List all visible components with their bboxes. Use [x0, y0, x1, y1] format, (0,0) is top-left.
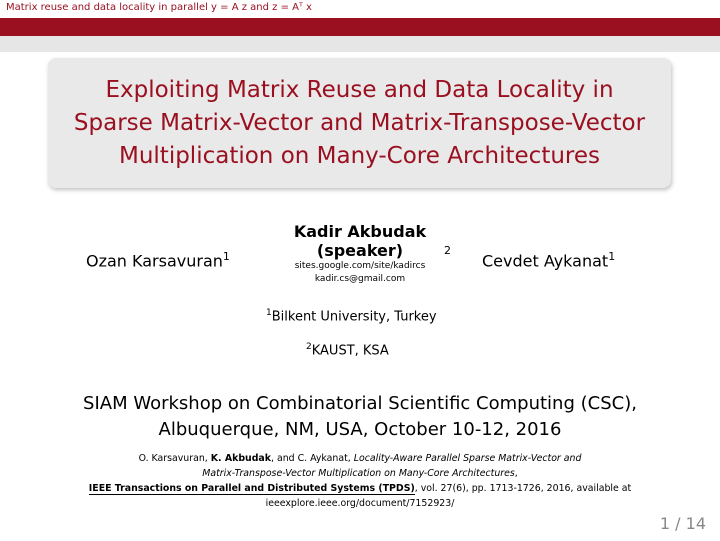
citation-title-part-1: Locality-Aware Parallel Sparse Matrix-Vector and: [353, 453, 582, 464]
citation-url: ieeexplore.ieee.org/document/7152923/: [265, 498, 455, 509]
title-line-3: Multiplication on Many-Core Architectures: [118, 142, 601, 169]
header-accent-bar: [0, 18, 720, 36]
citation-line-1: [52, 451, 668, 466]
citation-line-4: [52, 496, 668, 511]
speaker-email: kadir.cs@gmail.com: [314, 274, 406, 284]
author-affil-mark: 1: [608, 250, 616, 263]
citation-speaker: K. Akbudak: [210, 453, 271, 464]
author-akbudak-speaker: [290, 222, 430, 286]
citation-details: , vol. 27(6), pp. 1713-1726, 2016, available at: [414, 483, 632, 494]
authors: [0, 222, 720, 302]
affiliation-text: Bilkent University, Turkey: [271, 309, 437, 325]
event-line-1: SIAM Workshop on Combinatorial Scientific Computing (CSC),: [83, 393, 637, 414]
citation-journal: IEEE Transactions on Parallel and Distributed Systems (TPDS): [88, 483, 415, 494]
title-box: [48, 58, 671, 188]
author-karsavuran: [86, 250, 230, 270]
running-title: Matrix reuse and data locality in parallel y = A z and z = Aᵀ x: [6, 2, 312, 13]
citation-coauthor: , and C. Aykanat,: [271, 453, 351, 464]
title-line-2: Sparse Matrix-Vector and Matrix-Transpose-Vector: [73, 109, 646, 136]
header-bar: [0, 0, 720, 18]
citation: [52, 451, 668, 511]
author-name: Ozan Karsavuran: [86, 251, 223, 271]
citation-authors: O. Karsavuran,: [138, 453, 208, 464]
speaker-website: sites.google.com/site/kadircs: [294, 261, 426, 271]
event-line-2: Albuquerque, NM, USA, October 10-12, 2016: [158, 419, 562, 440]
citation-line-2: [52, 466, 668, 481]
citation-title-part-2: Matrix-Transpose-Vector Multiplication on Many-Core Architectures: [202, 468, 515, 479]
affiliation-number: 1: [266, 308, 272, 318]
affiliation-number: 2: [306, 342, 312, 352]
author-name: Cevdet Aykanat: [482, 251, 609, 271]
page-number: 1 / 14: [659, 514, 706, 533]
citation-line-3: [52, 481, 668, 496]
event-info: [0, 391, 720, 443]
citation-title-end: ,: [514, 468, 518, 479]
author-aykanat: [482, 250, 615, 270]
affiliation-1: [266, 308, 437, 324]
speaker-affil-mark: 2: [444, 244, 451, 257]
speaker-name: Kadir Akbudak: [293, 222, 427, 241]
affiliation-text: KAUST, KSA: [311, 343, 389, 359]
title-line-1: Exploiting Matrix Reuse and Data Locality in: [105, 76, 614, 103]
header-shadow-strip: [0, 36, 720, 52]
speaker-role: (speaker): [316, 241, 404, 260]
author-affil-mark: 1: [222, 250, 230, 263]
affiliation-2: [306, 342, 389, 358]
